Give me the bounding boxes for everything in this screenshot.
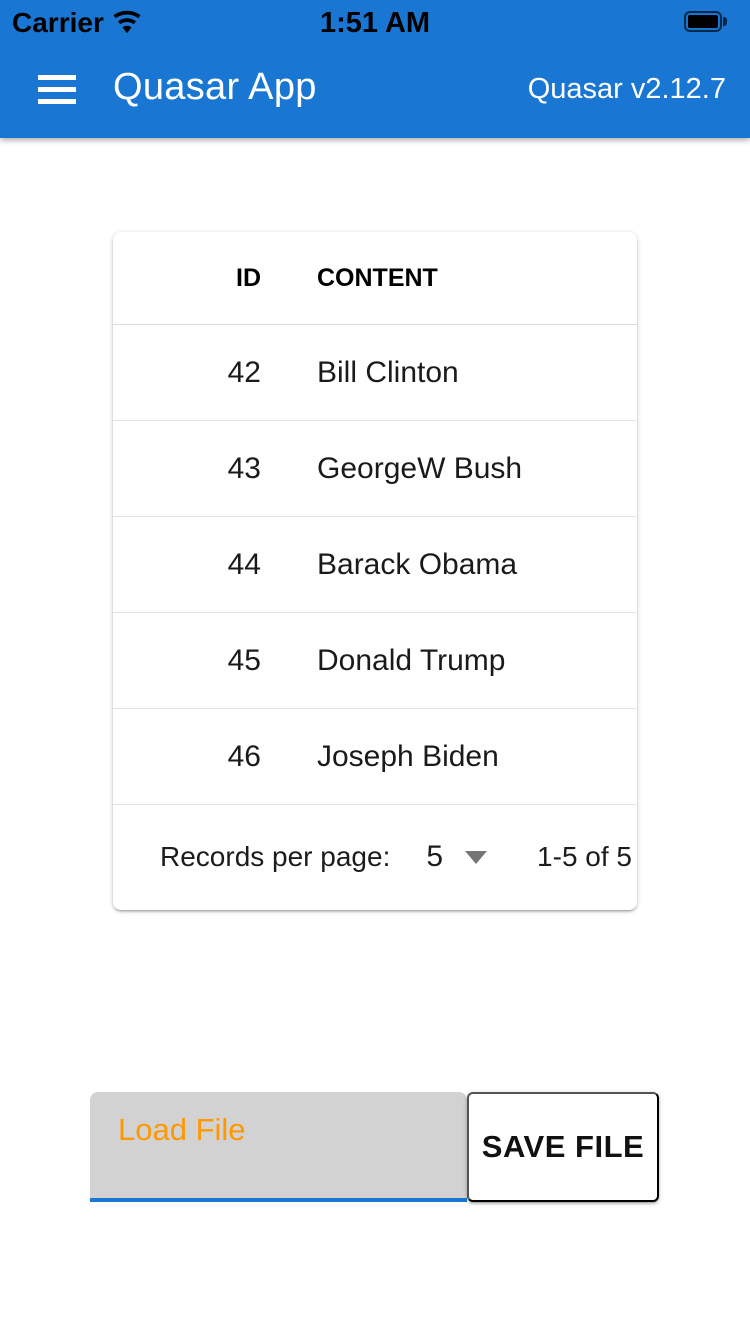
- pagination-range-label: 1-5 of 5: [537, 841, 632, 872]
- hamburger-icon: [38, 99, 76, 104]
- battery-fill: [688, 15, 718, 28]
- row-id-cell: 44: [227, 547, 261, 581]
- row-id-cell: 45: [227, 643, 261, 677]
- row-content-cell: Barack Obama: [317, 547, 518, 581]
- status-time: 1:51 AM: [319, 7, 431, 39]
- row-content-cell: Bill Clinton: [317, 355, 459, 389]
- carrier-label: Carrier: [12, 7, 104, 38]
- records-per-page-value[interactable]: 5: [426, 840, 444, 873]
- row-id-cell: 42: [227, 355, 261, 389]
- row-id-cell: 46: [227, 739, 261, 773]
- table-row: [113, 325, 637, 421]
- app-header: [0, 0, 750, 138]
- table-row: [113, 517, 637, 613]
- load-file-label: Load File: [118, 1112, 246, 1147]
- row-content-cell: Joseph Biden: [317, 739, 499, 773]
- row-id-cell: 43: [227, 451, 261, 485]
- table-header-row: [113, 232, 637, 325]
- chevron-down-icon[interactable]: [465, 851, 487, 864]
- table-row: [113, 709, 637, 805]
- column-header-id: ID: [236, 263, 261, 292]
- row-content-cell: Donald Trump: [317, 643, 506, 677]
- records-table-card: [113, 232, 637, 910]
- menu-button[interactable]: [38, 75, 76, 104]
- hamburger-icon: [38, 87, 76, 92]
- toolbar: [0, 42, 750, 138]
- save-file-button[interactable]: SAVE FILE: [467, 1092, 659, 1202]
- battery-nub: [723, 17, 727, 26]
- column-header-content: CONTENT: [317, 263, 438, 292]
- records-per-page-label: Records per page:: [160, 841, 391, 872]
- row-content-cell: GeorgeW Bush: [317, 451, 523, 485]
- hamburger-icon: [38, 75, 76, 80]
- table-row: [113, 421, 637, 517]
- version-label: Quasar v2.12.7: [527, 73, 726, 105]
- page-title: Quasar App: [113, 66, 317, 108]
- status-bar: [0, 0, 750, 42]
- field-underline: [90, 1198, 467, 1202]
- table-pagination-footer: [113, 805, 637, 909]
- table-row: [113, 613, 637, 709]
- battery-icon: [684, 11, 722, 32]
- load-file-field[interactable]: [90, 1092, 467, 1202]
